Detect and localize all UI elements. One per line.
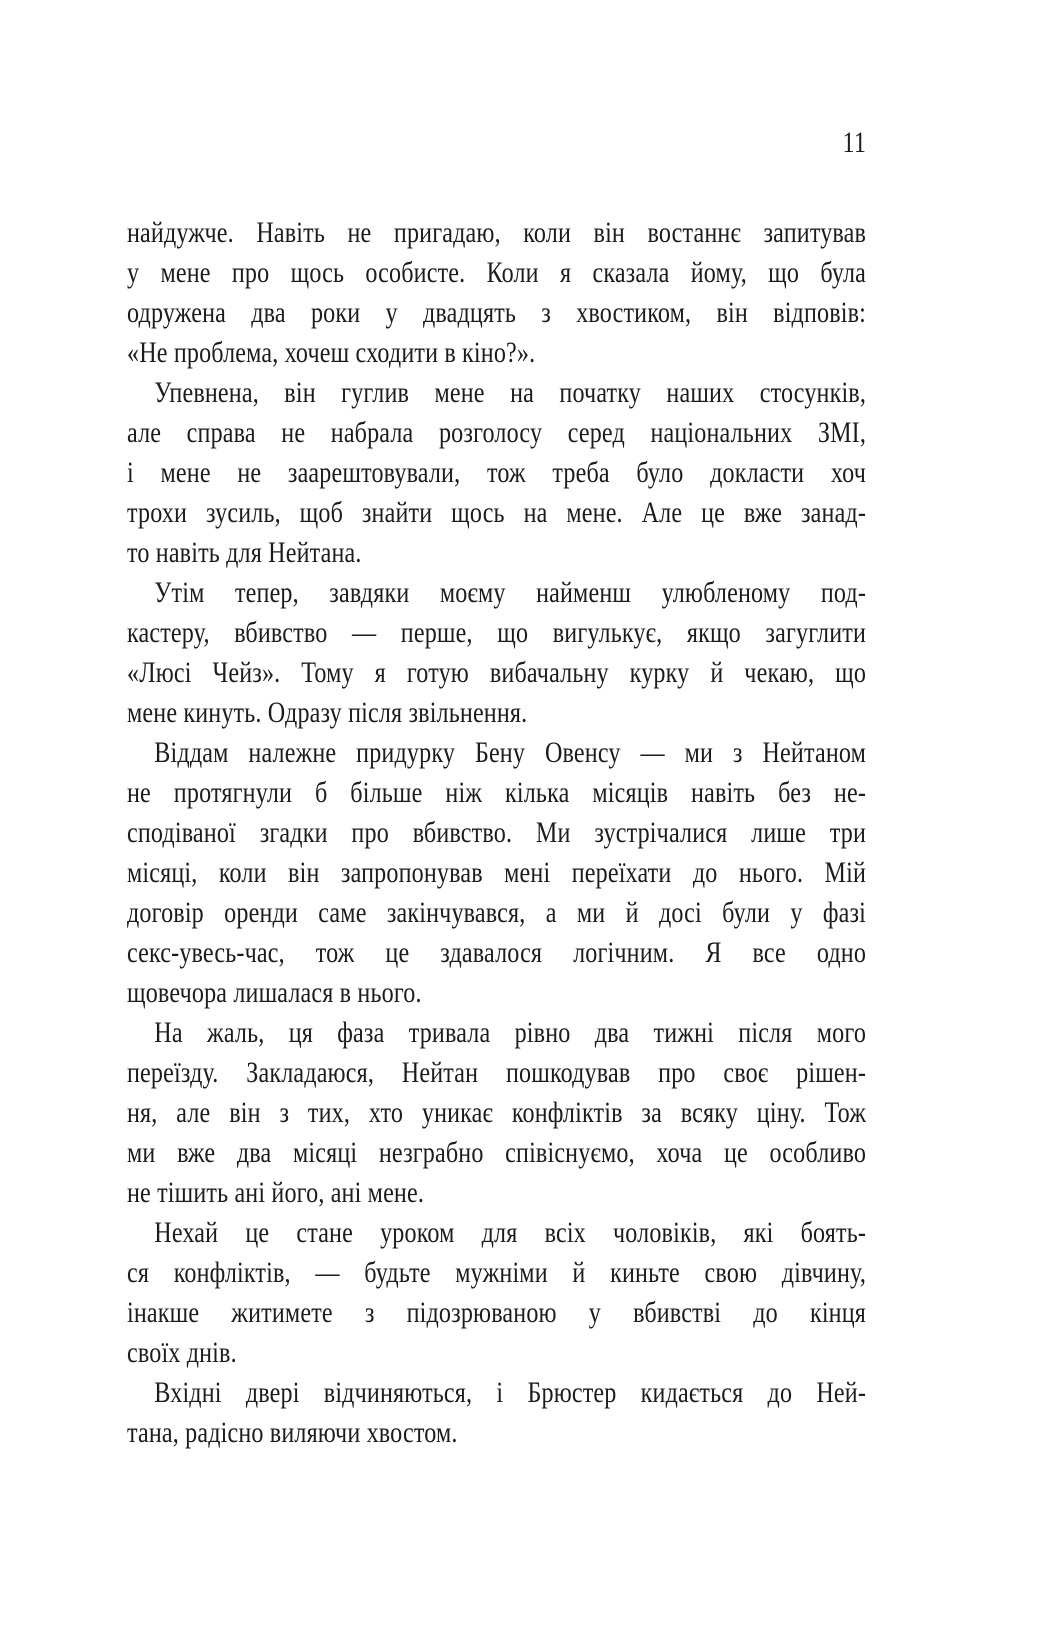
text-line: договір оренди саме закінчувався, а ми й досі були у фазі [127, 896, 867, 929]
page-number: 11 [842, 126, 867, 159]
text-line: ми вже два місяці незграбно співіснуємо, хоча це особливо [127, 1136, 867, 1169]
text-line: найдужче. Навіть не пригадаю, коли він востаннє запитував [127, 216, 867, 249]
text-line: своїх днів. [127, 1336, 237, 1369]
page-body [127, 213, 866, 1453]
text-line: одружена два роки у двадцять з хвостиком, він відповів: [127, 296, 867, 329]
text-line: мене кинуть. Одразу після звільнення. [127, 696, 528, 729]
text-line: сподіваної згадки про вбивство. Ми зустрічалися лише три [127, 816, 867, 849]
text-line: тана, радісно виляючи хвостом. [127, 1416, 458, 1449]
text-line: місяці, коли він запропонував мені переїхати до нього. Мій [127, 856, 867, 889]
text-line: інакше житимете з підозрюваною у вбивстві до кінця [127, 1296, 867, 1329]
text-line: «Люсі Чейз». Тому я готую вибачальну курку й чекаю, що [127, 656, 867, 689]
text-line: і мене не заарештовували, тож треба було докласти хоч [127, 456, 867, 489]
text-line: Нехай це стане уроком для всіх чоловіків, які боять- [154, 1216, 867, 1249]
text-line: «Не проблема, хочеш сходити в кіно?». [127, 336, 536, 369]
text-line: щовечора лишалася в нього. [127, 976, 422, 1009]
text-line: але справа не набрала розголосу серед національних ЗМІ, [127, 416, 867, 449]
text-line: Утім тепер, завдяки моєму найменш улюбленому под- [154, 576, 867, 609]
text-line: переїзду. Закладаюся, Нейтан пошкодував про своє рішен- [127, 1056, 867, 1089]
page-header [127, 123, 866, 163]
text-line: ня, але він з тих, хто уникає конфліктів за всяку ціну. Тож [127, 1096, 867, 1129]
text-line: кастеру, вбивство — перше, що вигулькує, якщо загуглити [127, 616, 867, 649]
text-line: секс-увесь-час, тож це здавалося логічним. Я все одно [127, 936, 867, 969]
text-line: Упевнена, він гуглив мене на початку наших стосунків, [154, 376, 867, 409]
text-line: то навіть для Нейтана. [127, 536, 362, 569]
text-line: у мене про щось особисте. Коли я сказала йому, що була [127, 256, 867, 289]
text-line: ся конфліктів, — будьте мужніми й киньте свою дівчину, [127, 1256, 867, 1289]
text-line: не протягнули б більше ніж кілька місяців навіть без не- [127, 776, 867, 809]
text-line: Віддам належне придурку Бену Овенсу — ми з Нейтаном [154, 736, 867, 769]
text-line: Вхідні двері відчиняються, і Брюстер кидається до Ней- [154, 1376, 867, 1409]
text-line: не тішить ані його, ані мене. [127, 1176, 425, 1209]
text-line: На жаль, ця фаза тривала рівно два тижні після мого [154, 1016, 867, 1049]
text-line: трохи зусиль, щоб знайти щось на мене. Але це вже занад- [127, 496, 867, 529]
